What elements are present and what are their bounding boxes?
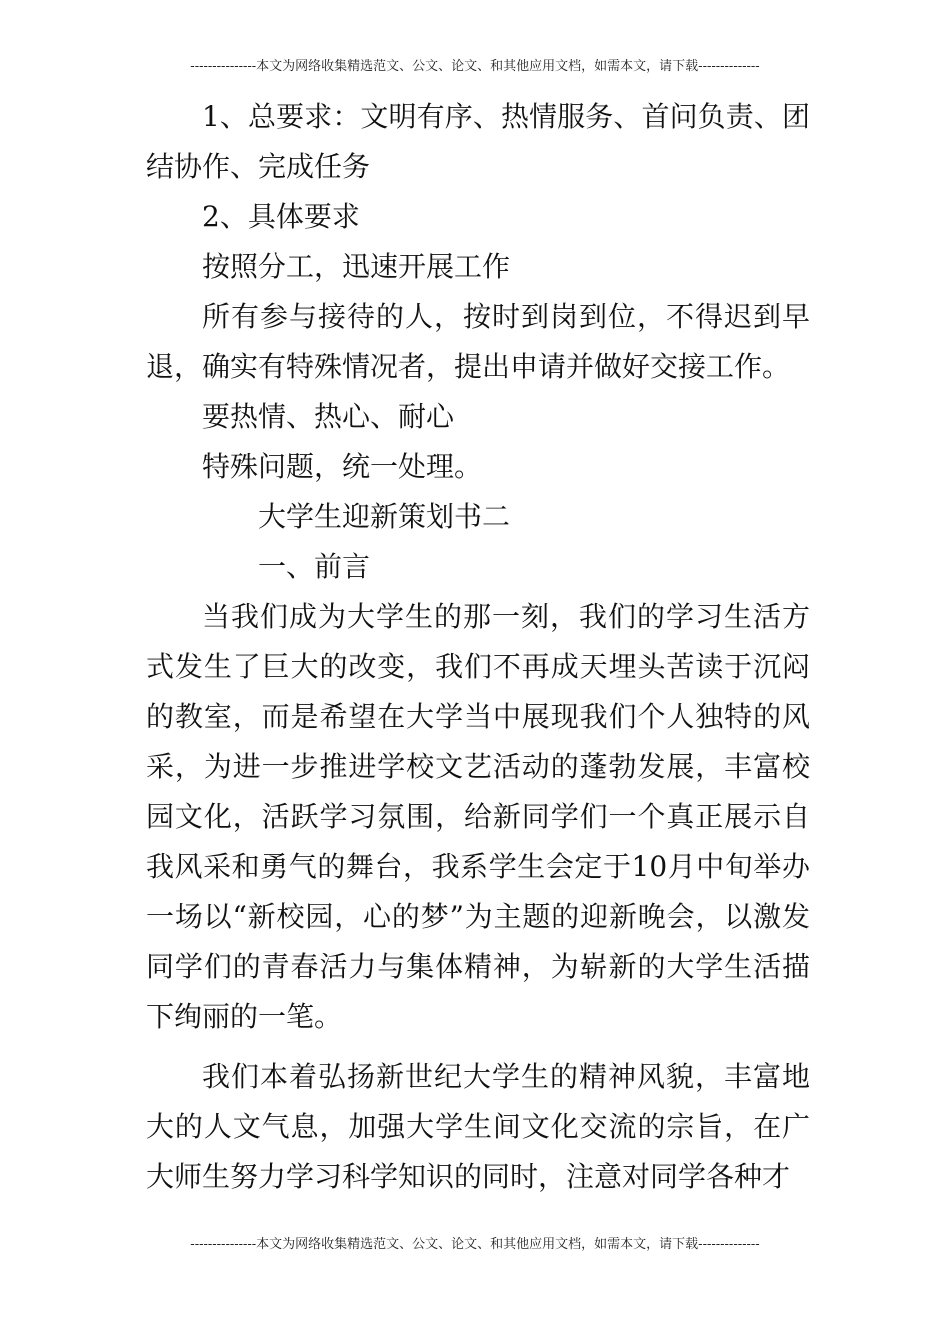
paragraph-division-of-work: 按照分工，迅速开展工作	[202, 250, 511, 283]
paragraph-purpose: 我们本着弘扬新世纪大学生的精神风貌，丰富地大的人文气息，加强大学生间文化交流的宗旨，在广大师生努力学习科学知识的同时，注意对同学各种才	[146, 1060, 810, 1193]
paragraph-specific-requirements: 2、具体要求	[202, 200, 360, 233]
section-heading-preface: 一、前言	[258, 550, 371, 583]
footer-banner: ---------------本文为网络收集精选范文、公文、论文、和其他应用文档，如需本文，请下载--------------	[190, 1237, 760, 1252]
section-title: 大学生迎新策划书二	[258, 500, 511, 533]
paragraph-special-issues: 特殊问题，统一处理。	[202, 450, 483, 483]
paragraph-general-requirements: 1、总要求：文明有序、热情服务、首问负责、团结协作、完成任务	[146, 100, 810, 183]
paragraph-preface: 当我们成为大学生的那一刻，我们的学习生活方式发生了巨大的改变，我们不再成天埋头苦读于沉闷的教室，而是希望在大学当中展现我们个人独特的风采，为进一步推进学校文艺活动的蓬勃发展，丰富校园文化，活跃学习氛围，给新同学们一个真正展示自我风采和勇气的舞台，我系学生会定于10月中旬举办一场以“新校园，心的梦”为主题的迎新晚会，以激发同学们的青春活力与集体精神，为崭新的大学生活描下绚丽的一笔。	[146, 600, 810, 1033]
header-banner: ---------------本文为网络收集精选范文、公文、论文、和其他应用文档，如需本文，请下载--------------	[190, 59, 760, 74]
paragraph-enthusiasm: 要热情、热心、耐心	[202, 400, 455, 433]
paragraph-attendance: 所有参与接待的人，按时到岗到位，不得迟到早退，确实有特殊情况者，提出申请并做好交接工作。	[146, 300, 810, 383]
document-body	[146, 92, 810, 1202]
